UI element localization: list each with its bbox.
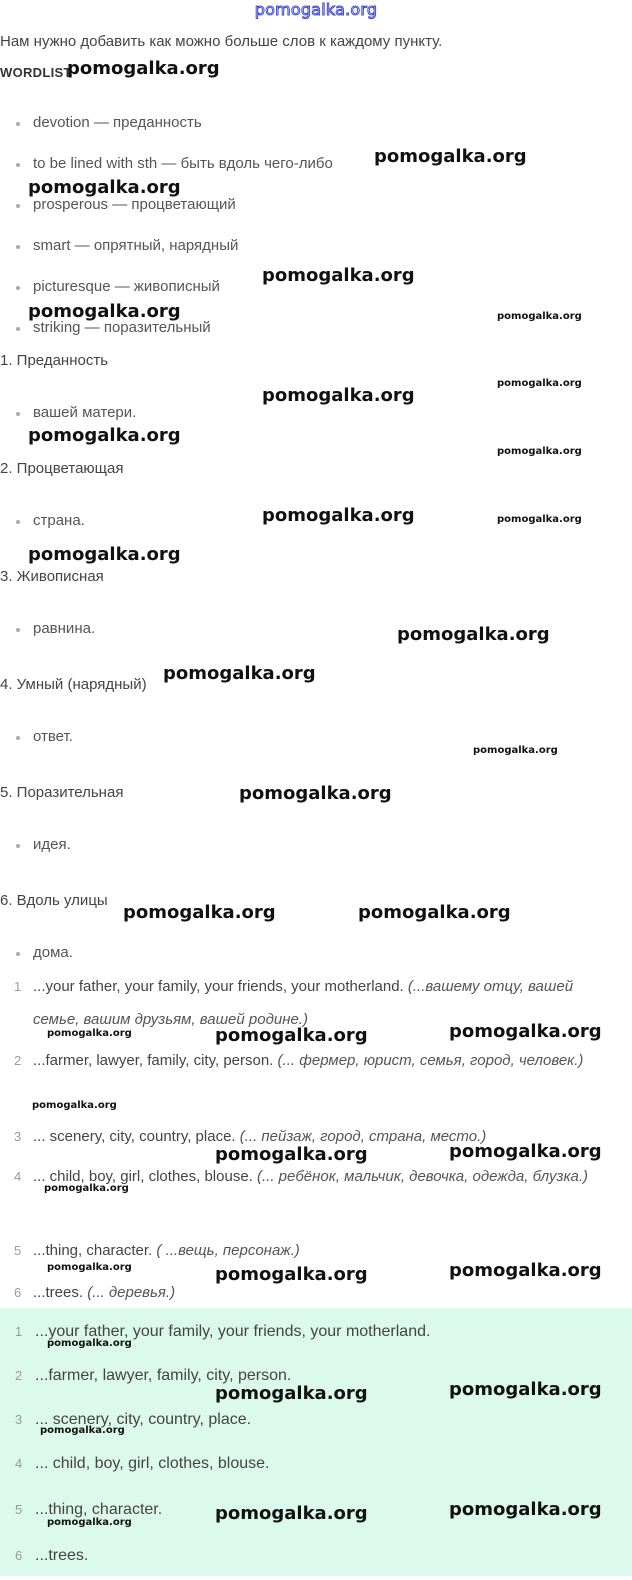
watermark-text: pomogalka.org	[215, 1025, 368, 1046]
answer-text: ...trees.	[35, 1547, 89, 1564]
watermark-text: pomogalka.org	[163, 663, 316, 684]
answer-number: 3	[15, 1412, 23, 1427]
answer-text: ...trees.	[33, 1284, 84, 1301]
watermark-text: pomogalka.org	[473, 745, 558, 756]
site-header-logo[interactable]: pomogalka.org	[254, 0, 378, 19]
watermark-text: pomogalka.org	[497, 311, 582, 322]
answer-number: 4	[14, 1169, 22, 1184]
section-title: 1. Преданность	[0, 352, 109, 369]
answer-number: 1	[15, 1324, 23, 1339]
watermark-text: pomogalka.org	[47, 1028, 132, 1039]
intro-text: Нам нужно добавить как можно больше слов к каждому пункту.	[0, 33, 443, 50]
section-item: равнина.	[0, 611, 95, 647]
answer-text: ... scenery, city, country, place.	[33, 1128, 236, 1145]
watermark-text: pomogalka.org	[358, 902, 511, 923]
watermark-text: pomogalka.org	[449, 1260, 602, 1281]
answer-number: 1	[14, 979, 22, 994]
exercise-section	[0, 556, 632, 664]
answer-text: ...thing, character.	[33, 1242, 153, 1259]
section-item: страна.	[0, 503, 85, 539]
answer-text: ... child, boy, girl, clothes, blouse.	[35, 1455, 270, 1472]
watermark-text: pomogalka.org	[47, 1262, 132, 1273]
vocab-item: smart — опрятный, нарядный	[0, 228, 333, 269]
answer-number: 3	[14, 1129, 22, 1144]
section-item: вашей матери.	[0, 395, 136, 431]
answer-text: ...farmer, lawyer, family, city, person.	[35, 1367, 292, 1384]
answer-number: 2	[14, 1053, 22, 1068]
answer-translation: (... фермер, юрист, семья, город, человек.)	[277, 1052, 584, 1069]
vocab-item: prosperous — процветающий	[0, 187, 333, 228]
watermark-text: pomogalka.org	[262, 505, 415, 526]
watermark-text: pomogalka.org	[47, 1338, 132, 1349]
watermark-text: pomogalka.org	[215, 1144, 368, 1165]
watermark-text: pomogalka.org	[44, 1183, 129, 1194]
answer-number: 6	[14, 1285, 22, 1300]
answer-text: ...your father, your family, your friends, your motherland.	[33, 978, 404, 995]
vocab-item: striking — поразительный	[0, 310, 333, 351]
answer-translation: (... ребёнок, мальчик, девочка, одежда, блузка.)	[257, 1168, 589, 1185]
answer-number: 4	[15, 1456, 23, 1471]
answer-translation: ( ...вещь, персонаж.)	[156, 1242, 300, 1259]
watermark-text: pomogalka.org	[47, 1517, 132, 1528]
section-item: ответ.	[0, 719, 73, 755]
watermark-text: pomogalka.org	[262, 265, 415, 286]
section-title: 3. Живописная	[0, 568, 104, 585]
answer-text: ...thing, character.	[35, 1501, 163, 1518]
watermark-text: pomogalka.org	[397, 624, 550, 645]
answer-text: ...your father, your family, your friends, your motherland.	[35, 1323, 431, 1340]
answer-row	[0, 1312, 632, 1356]
answer-text: ... child, boy, girl, clothes, blouse.	[33, 1168, 253, 1185]
watermark-text: pomogalka.org	[497, 514, 582, 525]
watermark-text: pomogalka.org	[497, 446, 582, 457]
answer-row	[0, 1160, 593, 1234]
section-title: 5. Поразительная	[0, 784, 124, 801]
answer-row	[0, 1536, 632, 1580]
watermark-text: pomogalka.org	[449, 1141, 602, 1162]
watermark-text: pomogalka.org	[28, 177, 181, 198]
answer-number: 5	[15, 1502, 23, 1517]
watermark-text: pomogalka.org	[28, 544, 181, 565]
exercise-section	[0, 448, 632, 556]
answer-number: 6	[15, 1548, 23, 1563]
answer-number: 5	[14, 1243, 22, 1258]
watermark-text: pomogalka.org	[449, 1021, 602, 1042]
vocab-item: to be lined with sth — быть вдоль чего-либо	[0, 146, 333, 187]
watermark-text: pomogalka.org	[28, 425, 181, 446]
watermark-text: pomogalka.org	[32, 1100, 117, 1111]
watermark-text: pomogalka.org	[449, 1499, 602, 1520]
answer-number: 2	[15, 1368, 23, 1383]
section-item: дома.	[0, 935, 73, 971]
watermark-text: pomogalka.org	[215, 1264, 368, 1285]
answer-translation: (... деревья.)	[87, 1284, 176, 1301]
watermark-text: pomogalka.org	[215, 1383, 368, 1404]
section-item: идея.	[0, 827, 71, 863]
section-title: 2. Процветающая	[0, 460, 124, 477]
answer-text: ...farmer, lawyer, family, city, person.	[33, 1052, 274, 1069]
answer-translation: (... пейзаж, город, страна, место.)	[239, 1128, 487, 1145]
answer-row	[0, 1444, 632, 1490]
answer-text: ... scenery, city, country, place.	[35, 1411, 252, 1428]
watermark-text: pomogalka.org	[28, 301, 181, 322]
answer-row	[0, 1400, 632, 1444]
watermark-text: pomogalka.org	[215, 1503, 368, 1524]
watermark-text: pomogalka.org	[449, 1379, 602, 1400]
watermark-text: pomogalka.org	[40, 1425, 125, 1436]
wordlist-title: WORDLIST	[0, 65, 72, 80]
watermark-text: pomogalka.org	[67, 58, 220, 79]
watermark-text: pomogalka.org	[497, 378, 582, 389]
answer-translation: (...вашему отцу, вашей семье, вашим друзьям, вашей родине.)	[33, 978, 574, 1028]
watermark-text: pomogalka.org	[123, 902, 276, 923]
vocab-item: picturesque — живописный	[0, 269, 333, 310]
watermark-text: pomogalka.org	[239, 783, 392, 804]
watermark-text: pomogalka.org	[262, 385, 415, 406]
section-title: 6. Вдоль улицы	[0, 892, 108, 909]
watermark-text: pomogalka.org	[374, 146, 527, 167]
section-title: 4. Умный (нарядный)	[0, 676, 147, 693]
vocab-item: devotion — преданность	[0, 105, 333, 146]
